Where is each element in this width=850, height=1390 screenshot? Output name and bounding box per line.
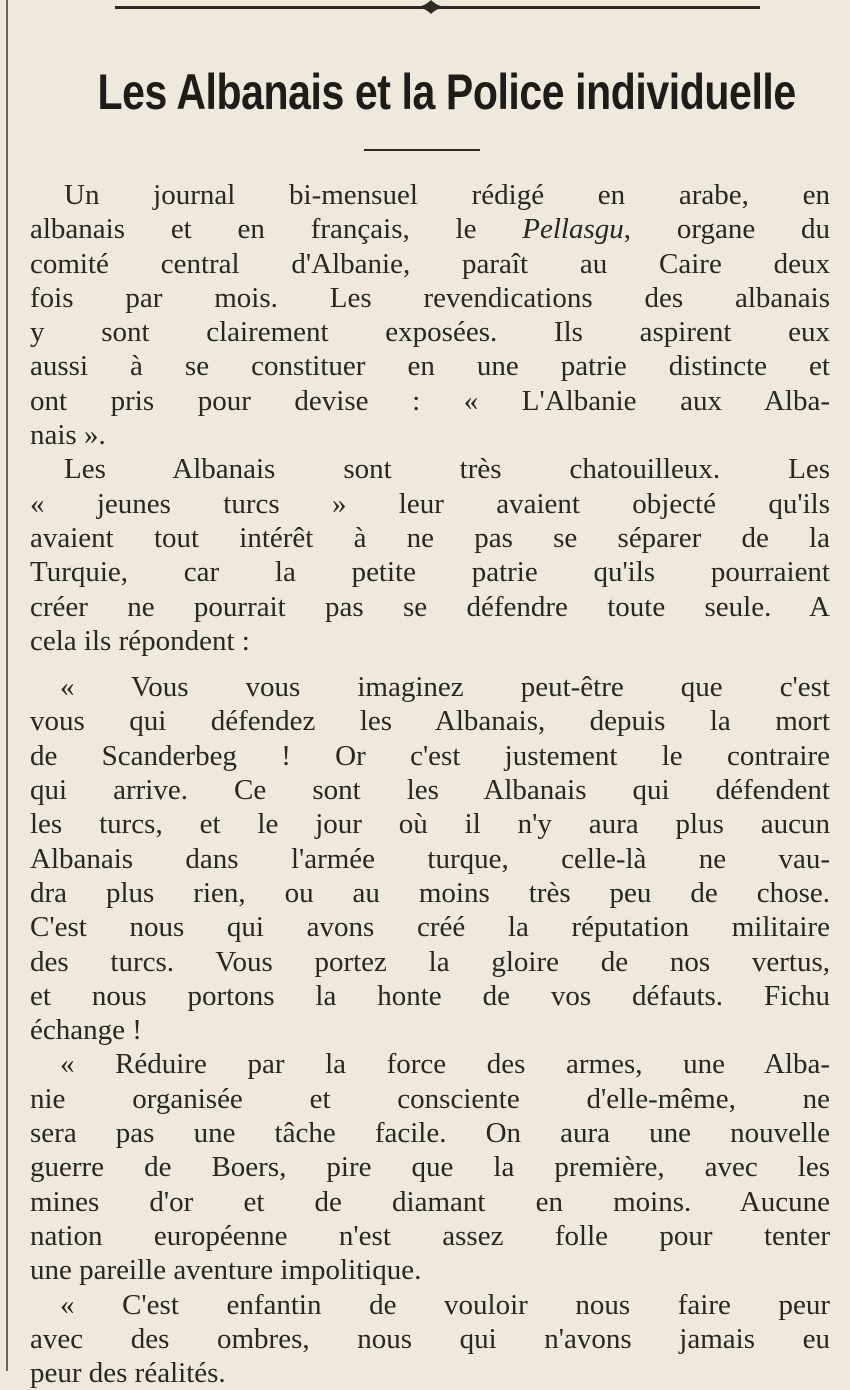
text-line: vous qui défendez les Albanais, depuis la mort <box>30 705 830 738</box>
column-rule <box>6 0 8 1371</box>
text-line: et nous portons la honte de vos défauts. Fichu <box>30 979 830 1012</box>
text-line: échange ! <box>30 1014 142 1047</box>
text-line: « Réduire par la force des armes, une Alba- <box>60 1048 830 1081</box>
text-line: C'est nous qui avons créé la réputation militaire <box>30 911 830 944</box>
text-line: Albanais dans l'armée turque, celle-là ne vau- <box>30 842 830 875</box>
text-line: « C'est enfantin de vouloir nous faire peur <box>60 1288 830 1321</box>
text-line: dra plus rien, ou au moins très peu de chose. <box>30 876 830 909</box>
text-line: y sont clairement exposées. Ils aspirent eux <box>30 316 830 349</box>
text-line: des turcs. Vous portez la gloire de nos vertus, <box>30 945 830 978</box>
text-line: Les Albanais sont très chatouilleux. Les <box>64 453 830 486</box>
text-line: cela ils répondent : <box>30 624 250 657</box>
text-line: ont pris pour devise : « L'Albanie aux Alba- <box>30 384 830 417</box>
article-body <box>30 178 830 1390</box>
article-title: Les Albanais et la Police individuelle <box>97 64 796 120</box>
text-line: avaient tout intérêt à ne pas se séparer de la <box>30 521 830 554</box>
text-line: une pareille aventure impolitique. <box>30 1254 422 1287</box>
text-line: mines d'or et de diamant en moins. Aucune <box>30 1185 830 1218</box>
paragraph-gap <box>30 658 830 670</box>
text-line: nation européenne n'est assez folle pour tenter <box>30 1219 830 1252</box>
text-line: fois par mois. Les revendications des albanais <box>30 281 830 314</box>
text-line: Un journal bi-mensuel rédigé en arabe, en <box>64 179 830 211</box>
text-line: peur des réalités. <box>30 1357 226 1390</box>
newspaper-name: Pellasgu <box>522 213 624 246</box>
text-line: nie organisée et consciente d'elle-même, ne <box>30 1082 830 1115</box>
text-line: albanais et en français, le Pellasgu, organe du <box>30 213 830 246</box>
divider-ornament-icon <box>414 0 448 14</box>
text-line: les turcs, et le jour où il n'y aura plus aucun <box>30 808 830 841</box>
text-line: guerre de Boers, pire que la première, avec les <box>30 1151 830 1184</box>
text-line: « Vous vous imaginez peut-être que c'est <box>60 671 830 704</box>
text-line: aussi à se constituer en une patrie distincte et <box>30 350 830 383</box>
text-line: nais ». <box>30 419 106 452</box>
text-line: avec des ombres, nous qui n'avons jamais eu <box>30 1322 830 1355</box>
text-line: sera pas une tâche facile. On aura une nouvelle <box>30 1117 830 1150</box>
text-line: « jeunes turcs » leur avaient objecté qu'ils <box>30 487 830 520</box>
text-line: qui arrive. Ce sont les Albanais qui défendent <box>30 774 830 807</box>
text-line: de Scanderbeg ! Or c'est justement le contraire <box>30 739 830 772</box>
text-line: créer ne pourrait pas se défendre toute seule. A <box>30 590 830 623</box>
text-line: Turquie, car la petite patrie qu'ils pourraient <box>30 556 830 589</box>
text-line: comité central d'Albanie, paraît au Caire deux <box>30 247 830 280</box>
title-divider <box>364 149 480 151</box>
